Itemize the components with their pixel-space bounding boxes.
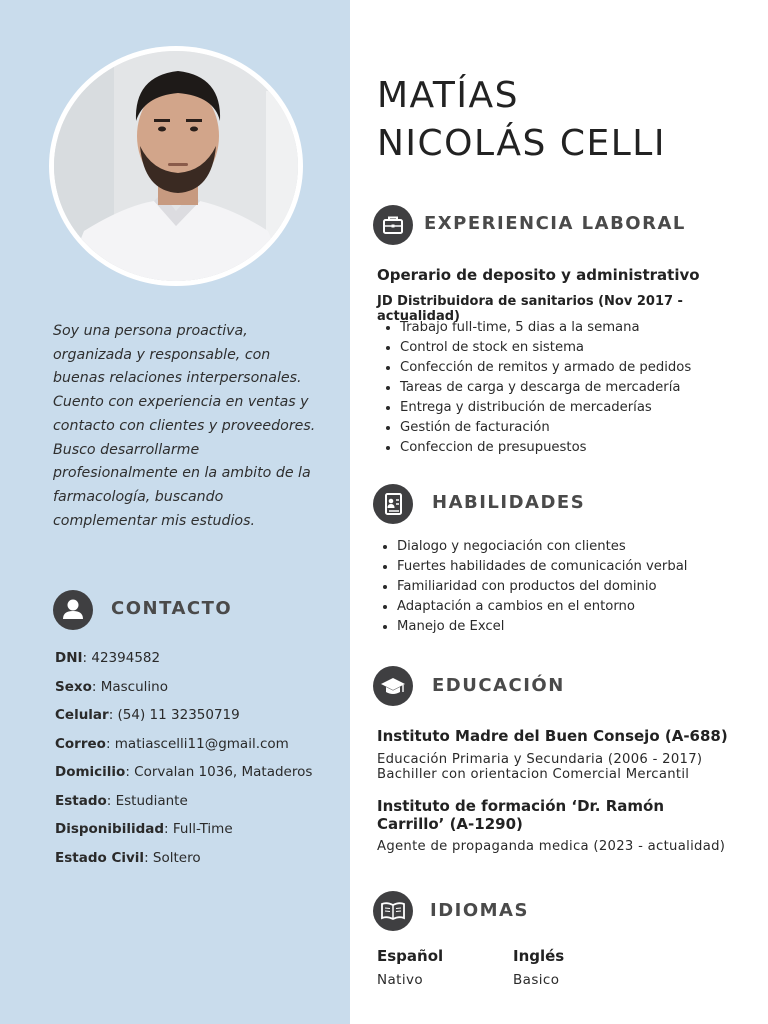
skills-bullets [377, 537, 687, 637]
list-item: • Confeccion de presupuestos [400, 438, 691, 458]
list-item: • Control de stock en sistema [400, 338, 691, 358]
contact-row-disponibilidad: Disponibilidad: Full-Time [55, 821, 233, 837]
languages-title: IDIOMAS [430, 900, 529, 921]
list-item: • Entrega y distribución de mercaderías [400, 398, 691, 418]
education-school-1-detail-1: Educación Primaria y Secundaria (2006 - 2017) [377, 752, 703, 767]
name-line-2: NICOLÁS CELLI [377, 123, 666, 164]
list-item: • Adaptación a cambios en el entorno [397, 597, 687, 617]
education-school-2: Instituto de formación ‘Dr. Ramón Carrillo’ (A-1290) [377, 797, 665, 833]
experience-title: EXPERIENCIA LABORAL [424, 213, 686, 234]
list-item: • Dialogo y negociación con clientes [397, 537, 687, 557]
about-paragraph: Soy una persona proactiva, organizada y responsable, con buenas relaciones interpersonales. Cuento con experiencia en ventas y contacto con clientes y proveedores. Busco desarrollarme profesionalmente en la ambito de la farmacología, buscando complementar mis estudios. [53, 323, 316, 529]
contact-row-celular: Celular: (54) 11 32350719 [55, 707, 240, 723]
job-title: Operario de deposito y administrativo [377, 266, 700, 284]
list-item: • Trabajo full-time, 5 dias a la semana [400, 318, 691, 338]
education-school-1-detail-2: Bachiller con orientacion Comercial Mercantil [377, 767, 690, 782]
contact-row-correo: Correo: matiascelli11@gmail.com [55, 735, 289, 752]
skills-title: HABILIDADES [432, 492, 586, 513]
language-level-1: Nativo [377, 972, 424, 988]
language-level-2: Basico [513, 972, 560, 988]
full-name [377, 72, 666, 168]
profile-photo [49, 46, 303, 286]
graduation-cap-icon [373, 666, 413, 706]
briefcase-icon [373, 205, 413, 245]
education-school-1: Instituto Madre del Buen Consejo (A-688) [377, 727, 728, 745]
list-item: • Confección de remitos y armado de pedidos [400, 358, 691, 378]
contact-list [55, 648, 345, 876]
contact-row-dni: DNI: 42394582 [55, 650, 161, 666]
language-name-2: Inglés [513, 947, 565, 965]
language-name-1: Español [377, 947, 444, 965]
list-item: • Tareas de carga y descarga de mercadería [400, 378, 691, 398]
contact-row-estado-civil: Estado Civil: Soltero [55, 849, 201, 866]
name-line-1: MATÍAS [377, 75, 519, 116]
user-icon [53, 590, 93, 630]
contact-title: CONTACTO [111, 598, 233, 619]
list-item: • Familiaridad con productos del dominio [397, 577, 687, 597]
list-item: • Gestión de facturación [400, 418, 691, 438]
contact-row-sexo: Sexo: Masculino [55, 678, 168, 695]
contact-row-domicilio: Domicilio: Corvalan 1036, Mataderos [55, 764, 313, 780]
book-icon [373, 891, 413, 931]
experience-bullets [380, 318, 691, 458]
job-company: JD Distribuidora de sanitarios (Nov 2017 - actualidad) [377, 294, 683, 324]
contact-row-estado: Estado: Estudiante [55, 792, 188, 809]
education-title: EDUCACIÓN [432, 675, 565, 696]
list-item: • Fuertes habilidades de comunicación verbal [397, 557, 687, 577]
education-school-2-detail-1: Agente de propaganda medica (2023 - actualidad) [377, 839, 726, 854]
list-item: • Manejo de Excel [397, 617, 687, 637]
document-person-icon [373, 484, 413, 524]
